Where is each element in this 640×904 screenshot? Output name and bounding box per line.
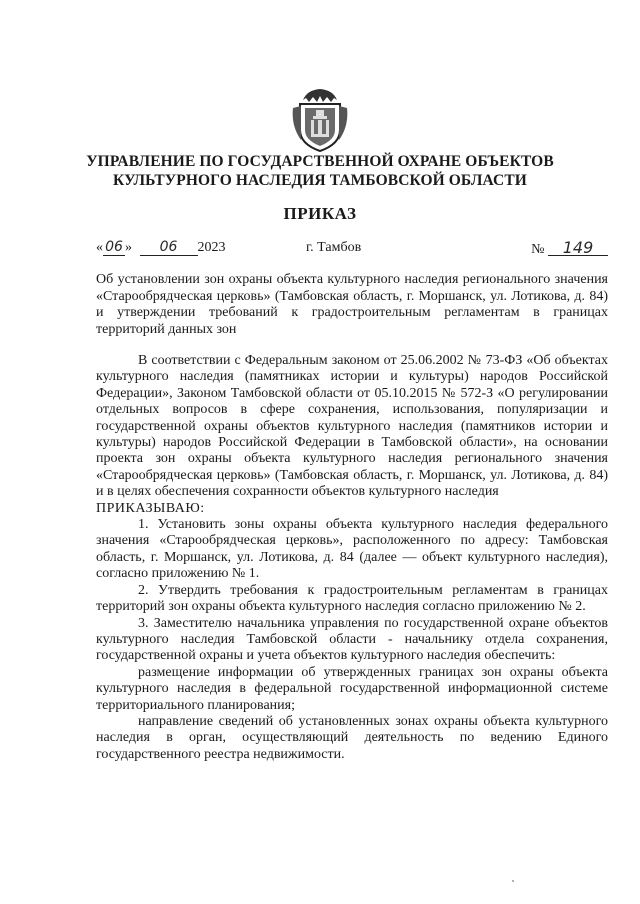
order-year: 2023 (197, 240, 226, 255)
order-word (96, 501, 608, 517)
order-body (96, 353, 608, 763)
date-open-quote: « (96, 240, 103, 255)
agency-name-line-2: КУЛЬТУРНОГО НАСЛЕДИЯ ТАМБОВСКОЙ ОБЛАСТИ (113, 172, 527, 189)
handwritten-month: 06 (140, 240, 198, 256)
item-3-subitem-1: размещение информации об утвержденных границах зон охраны объекта культурного наследия в федеральной государственной информационной системе территориального планирования; (96, 664, 608, 713)
item-1-paragraph: 1. Установить зоны охраны объекта культурного наследия федерального значения «Старообрядческая церковь», расположенного по адресу: Тамбовская область, г. Моршанск, ул. Лотикова, д. 84 (далее — объект культурного наследия), согласно приложению № 1. (96, 517, 608, 582)
scan-speck (512, 880, 514, 882)
order-subject: Об установлении зон охраны объекта культурного наследия регионального значения «Старообрядческая церковь» (Тамбовская область, г. Моршанск, ул. Лотикова, д. 84) и утверждении требований к градостроительным регламентам в границах территорий данных зон (96, 272, 608, 337)
order-word-text: ПРИКАЗЫВАЮ: (96, 500, 205, 516)
number-label: № (531, 242, 545, 257)
handwritten-day: 06 (103, 240, 125, 256)
handwritten-number: 149 (548, 240, 608, 256)
order-number (531, 240, 608, 258)
agency-name (0, 152, 640, 190)
item-2-paragraph: 2. Утвердить требования к градостроительным регламентам в границах территорий зон охраны объекта культурного наследия согласно приложению № 2. (96, 582, 608, 615)
item-3-paragraph: 3. Заместителю начальника управления по государственной охране объектов культурного наследия Тамбовской области - начальнику отдела сохранения, государственной охраны и учета объектов культурного наследия обеспечить: (96, 615, 608, 664)
dateline (96, 240, 608, 260)
order-date (96, 240, 226, 256)
agency-name-line-1: УПРАВЛЕНИЕ ПО ГОСУДАРСТВЕННОЙ ОХРАНЕ ОБЪЕКТОВ (86, 153, 554, 170)
tambov-coat-of-arms-icon (289, 86, 351, 154)
date-close-quote: » (125, 240, 132, 255)
order-city: г. Тамбов (306, 240, 362, 255)
document-type-title: ПРИКАЗ (283, 204, 357, 223)
preamble-paragraph: В соответствии с Федеральным законом от 25.06.2002 № 73-ФЗ «Об объектах культурного наследия (памятниках истории и культуры) народов Российской Федерации», Законом Тамбовской области от 05.10.2015 № 572-З «О регулировании отдельных вопросов в сфере сохранения, использования, популяризации и государственной охраны объектов культурного наследия (памятников истории и культуры) народов Российской Федерации в Тамбовской области», на основании проекта зон охраны объекта культурного наследия регионального значения «Старообрядческая церковь» (Тамбовская область, г. Моршанск, ул. Лотикова, д. 84) и в целях обеспечения сохранности объектов культурного наследия (96, 353, 608, 500)
item-3-subitem-2: направление сведений об установленных зонах охраны объекта культурного наследия в орган, осуществляющий деятельность по ведению Единого государственного реестра недвижимости. (96, 713, 608, 762)
